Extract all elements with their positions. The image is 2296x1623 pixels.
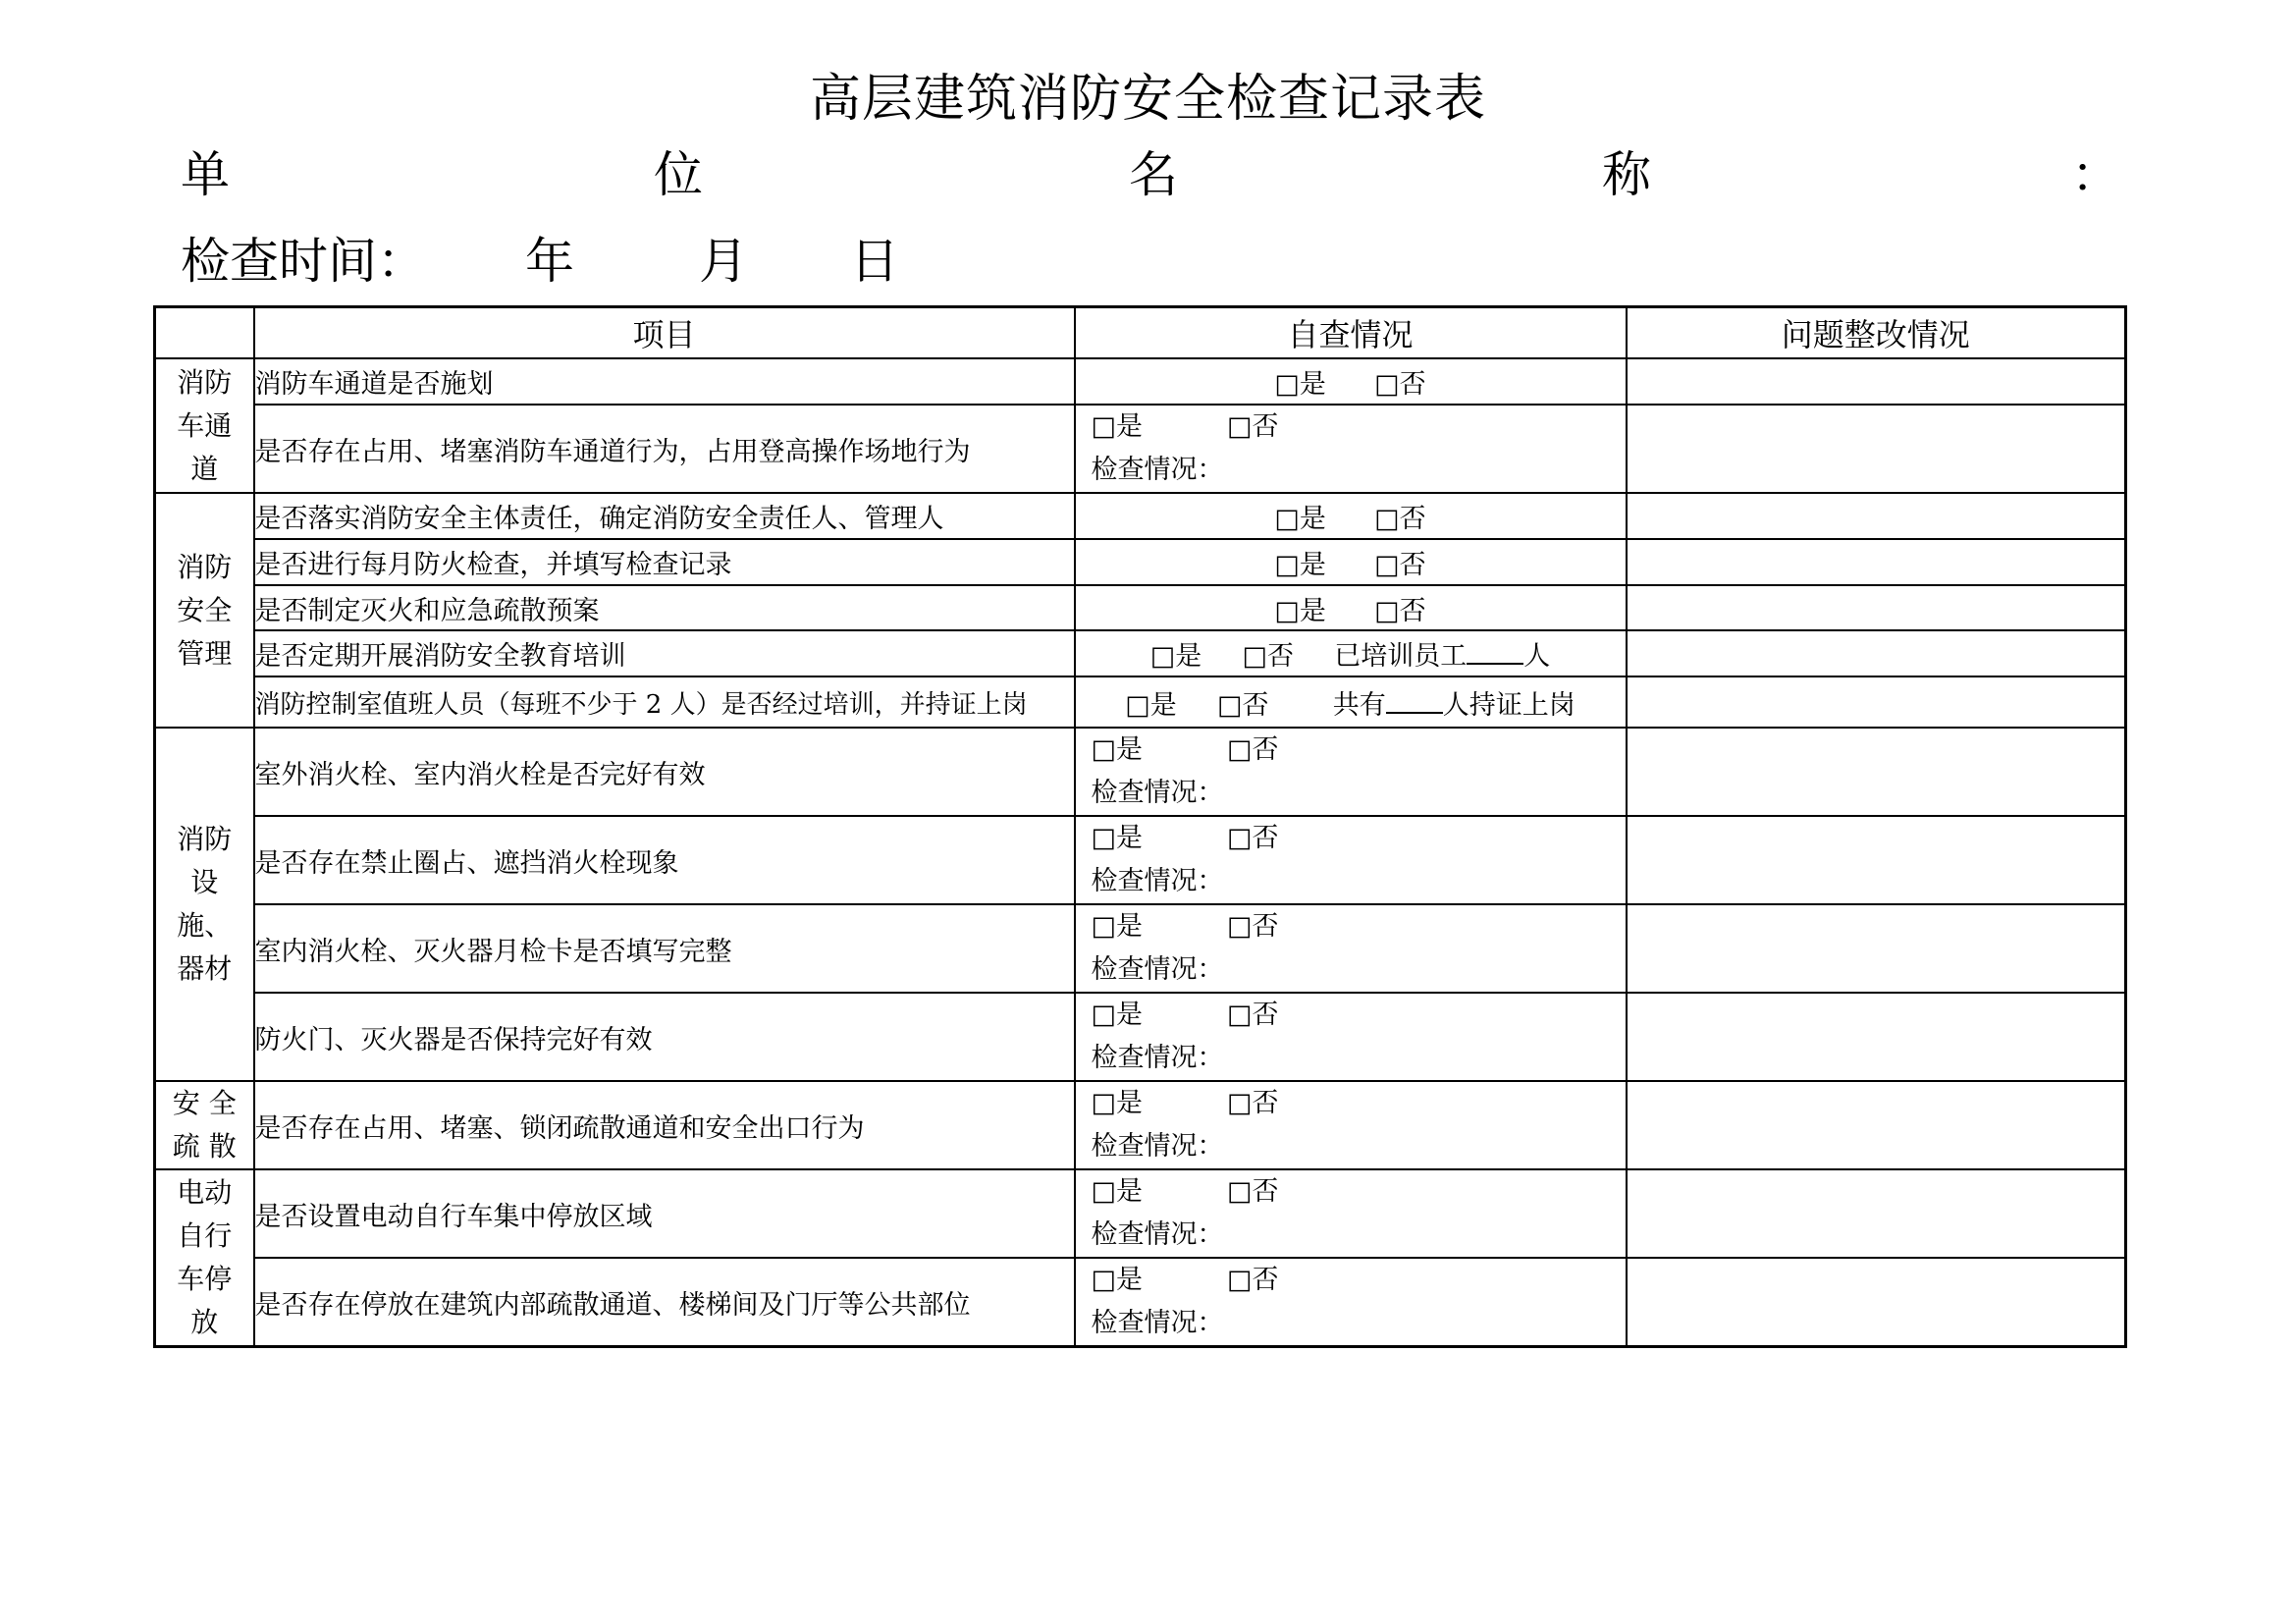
self-check-cell: [1075, 358, 1627, 405]
table-row: [155, 816, 2126, 904]
item-text: 是否制定灭火和应急疏散预案: [254, 585, 1075, 630]
item-text: 室外消火栓、室内消火栓是否完好有效: [254, 728, 1075, 816]
self-check-cell: [1075, 1169, 1627, 1258]
yes-checkbox[interactable]: □是: [1274, 369, 1326, 400]
yes-checkbox[interactable]: □是: [1091, 734, 1144, 765]
category-fire-lane: 消防 车通 道: [155, 358, 254, 493]
trained-suffix: 人: [1523, 641, 1551, 672]
unit-colon: ：: [2071, 146, 2120, 203]
table-row: [155, 728, 2126, 816]
no-checkbox[interactable]: □否: [1217, 689, 1269, 721]
item-text: 是否存在停放在建筑内部疏散通道、楼梯间及门厅等公共部位: [254, 1258, 1075, 1347]
self-check-cell: [1075, 585, 1627, 630]
yes-checkbox[interactable]: □是: [1091, 1176, 1144, 1207]
yes-checkbox[interactable]: □是: [1091, 1088, 1144, 1118]
table-row: [155, 904, 2126, 993]
category-ebike-parking: 电动 自行 车停 放: [155, 1169, 254, 1347]
item-text: 消防控制室值班人员（每班不少于 2 人）是否经过培训，并持证上岗: [254, 676, 1075, 728]
no-checkbox[interactable]: □否: [1374, 595, 1426, 626]
table-row: [155, 493, 2126, 539]
rectification-cell[interactable]: [1627, 816, 2126, 904]
self-check-cell: [1075, 816, 1627, 904]
item-text: 室内消火栓、灭火器月检卡是否填写完整: [254, 904, 1075, 993]
certified-prefix: 共有: [1332, 689, 1386, 721]
item-text: 是否定期开展消防安全教育培训: [254, 630, 1075, 676]
self-check-cell: [1075, 405, 1627, 493]
check-note-label: 检查情况：: [1091, 455, 1224, 485]
rectification-cell[interactable]: [1627, 904, 2126, 993]
rectification-cell[interactable]: [1627, 405, 2126, 493]
no-checkbox[interactable]: □否: [1242, 641, 1295, 672]
table-row: [155, 539, 2126, 585]
document-title: 高层建筑消防安全检查记录表: [809, 70, 1486, 129]
rectification-cell[interactable]: [1627, 728, 2126, 816]
header-blank: [155, 307, 254, 359]
item-text: 防火门、灭火器是否保持完好有效: [254, 993, 1075, 1081]
rectification-cell[interactable]: [1627, 539, 2126, 585]
inspection-table: [153, 305, 2127, 1348]
self-check-cell: [1075, 904, 1627, 993]
header-rectification: 问题整改情况: [1627, 307, 2126, 359]
category-safe-evacuation: 安 全 疏 散: [155, 1081, 254, 1169]
no-checkbox[interactable]: □否: [1374, 504, 1426, 534]
no-checkbox[interactable]: □否: [1227, 1176, 1279, 1207]
check-note-label: 检查情况：: [1091, 1131, 1224, 1162]
table-row: [155, 1258, 2126, 1347]
yes-checkbox[interactable]: □是: [1125, 689, 1177, 721]
table-row: [155, 358, 2126, 405]
certified-suffix: 人持证上岗: [1442, 689, 1575, 721]
rectification-cell[interactable]: [1627, 1081, 2126, 1169]
item-text: 是否存在占用、堵塞消防车通道行为，占用登高操作场地行为: [254, 405, 1075, 493]
no-checkbox[interactable]: □否: [1227, 411, 1279, 442]
no-checkbox[interactable]: □否: [1374, 550, 1426, 580]
table-row: [155, 676, 2126, 728]
yes-checkbox[interactable]: □是: [1091, 911, 1144, 942]
time-label: 检查时间：: [181, 233, 426, 290]
month-label: 月: [699, 233, 748, 290]
header-self-check: 自查情况: [1075, 307, 1627, 359]
table-header-row: [155, 307, 2126, 359]
table-row: [155, 1081, 2126, 1169]
yes-checkbox[interactable]: □是: [1274, 504, 1326, 534]
item-text: 是否进行每月防火检查，并填写检查记录: [254, 539, 1075, 585]
table-row: [155, 405, 2126, 493]
no-checkbox[interactable]: □否: [1227, 1088, 1279, 1118]
yes-checkbox[interactable]: □是: [1091, 1000, 1144, 1030]
self-check-cell: [1075, 676, 1627, 728]
yes-checkbox[interactable]: □是: [1091, 411, 1144, 442]
item-text: 是否设置电动自行车集中停放区域: [254, 1169, 1075, 1258]
check-note-label: 检查情况：: [1091, 866, 1224, 896]
item-text: 是否存在禁止圈占、遮挡消火栓现象: [254, 816, 1075, 904]
self-check-cell: [1075, 493, 1627, 539]
table-row: [155, 630, 2126, 676]
item-text: 是否落实消防安全主体责任，确定消防安全责任人、管理人: [254, 493, 1075, 539]
yes-checkbox[interactable]: □是: [1274, 550, 1326, 580]
rectification-cell[interactable]: [1627, 585, 2126, 630]
yes-checkbox[interactable]: □是: [1149, 641, 1202, 672]
unit-char-1: 单: [181, 146, 230, 203]
self-check-cell: [1075, 1081, 1627, 1169]
trained-prefix: 已培训员工: [1334, 641, 1468, 672]
rectification-cell[interactable]: [1627, 1169, 2126, 1258]
rectification-cell[interactable]: [1627, 630, 2126, 676]
item-text: 消防车通道是否施划: [254, 358, 1075, 405]
no-checkbox[interactable]: □否: [1227, 1265, 1279, 1295]
category-fire-equipment: 消防 设 施、 器材: [155, 728, 254, 1081]
table-row: [155, 585, 2126, 630]
rectification-cell[interactable]: [1627, 676, 2126, 728]
self-check-cell: [1075, 630, 1627, 676]
unit-char-3: 名: [1129, 146, 1178, 203]
no-checkbox[interactable]: □否: [1227, 734, 1279, 765]
check-note-label: 检查情况：: [1091, 1308, 1224, 1338]
table-row: [155, 1169, 2126, 1258]
trained-count-blank[interactable]: [1467, 639, 1523, 665]
certified-count-blank[interactable]: [1386, 688, 1443, 714]
header-item: 项目: [254, 307, 1075, 359]
no-checkbox[interactable]: □否: [1227, 911, 1279, 942]
yes-checkbox[interactable]: □是: [1274, 595, 1326, 626]
unit-char-4: 称: [1602, 146, 1651, 203]
yes-checkbox[interactable]: □是: [1091, 823, 1144, 853]
day-label: 日: [850, 233, 899, 290]
table-row: [155, 993, 2126, 1081]
self-check-cell: [1075, 728, 1627, 816]
check-note-label: 检查情况：: [1091, 1043, 1224, 1073]
rectification-cell[interactable]: [1627, 493, 2126, 539]
unit-char-2: 位: [654, 146, 703, 203]
no-checkbox[interactable]: □否: [1227, 823, 1279, 853]
yes-checkbox[interactable]: □是: [1091, 1265, 1144, 1295]
self-check-cell: [1075, 993, 1627, 1081]
self-check-cell: [1075, 1258, 1627, 1347]
item-text: 是否存在占用、堵塞、锁闭疏散通道和安全出口行为: [254, 1081, 1075, 1169]
year-label: 年: [525, 233, 574, 290]
rectification-cell[interactable]: [1627, 1258, 2126, 1347]
no-checkbox[interactable]: □否: [1227, 1000, 1279, 1030]
no-checkbox[interactable]: □否: [1374, 369, 1426, 400]
self-check-cell: [1075, 539, 1627, 585]
check-note-label: 检查情况：: [1091, 954, 1224, 985]
rectification-cell[interactable]: [1627, 993, 2126, 1081]
check-note-label: 检查情况：: [1091, 1219, 1224, 1250]
category-fire-safety-management: 消防 安全 管理: [155, 493, 254, 728]
check-note-label: 检查情况：: [1091, 778, 1224, 808]
rectification-cell[interactable]: [1627, 358, 2126, 405]
